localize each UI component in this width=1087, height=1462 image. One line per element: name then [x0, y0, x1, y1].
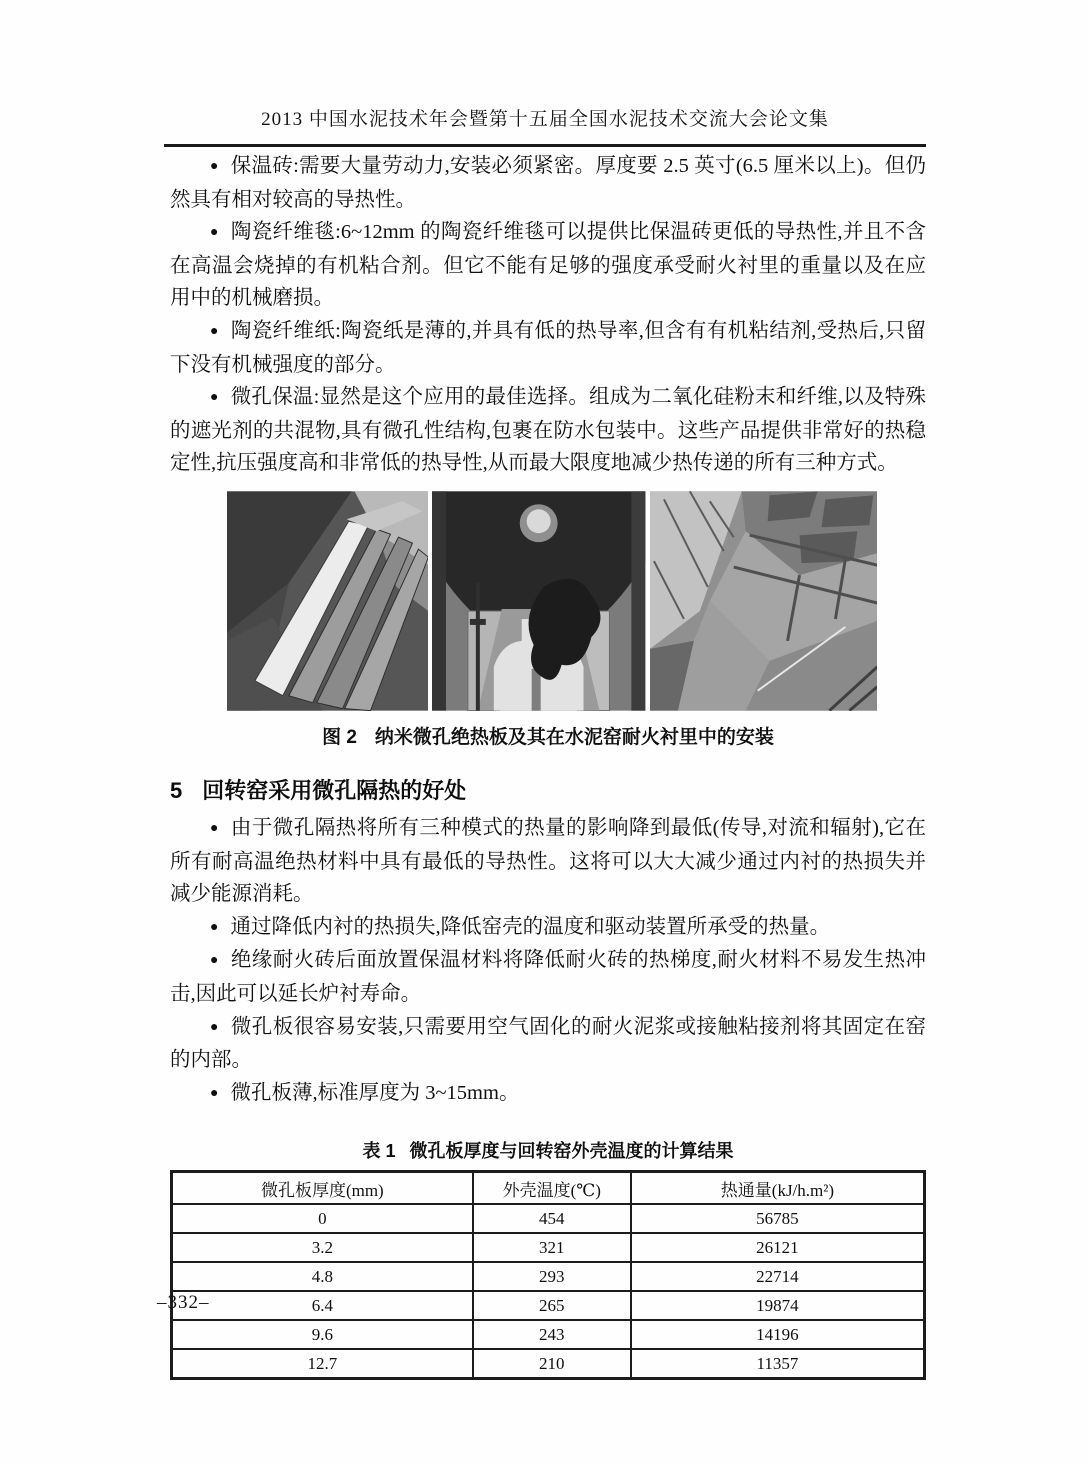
table-cell: 210: [473, 1349, 631, 1379]
paragraph-text: 陶瓷纤维毯:6~12mm 的陶瓷纤维毯可以提供比保温砖更低的导热性,并且不含在高温会烧掉的有机粘合剂。但它不能有足够的强度承受耐火衬里的重量以及在应用中的机械磨损。: [170, 221, 926, 310]
figure2-caption: [170, 722, 926, 749]
paragraph-text: 绝缘耐火砖后面放置保温材料将降低耐火砖的热梯度,耐火材料不易发生热冲击,因此可以延长炉衬寿命。: [170, 949, 926, 1005]
paragraph-bullet: [170, 1077, 926, 1111]
bullet-icon: ●: [210, 159, 219, 174]
page-content: [170, 150, 926, 1380]
table1-number: 表 1: [362, 1141, 396, 1162]
figure2-photo-kiln-interior: [432, 491, 645, 711]
table-row: [172, 1320, 925, 1349]
section5-title: 回转窑采用微孔隔热的好处: [202, 777, 467, 803]
figure2-photo-brick-lining: [650, 491, 877, 711]
paragraph-text: 保温砖:需要大量劳动力,安装必须紧密。厚度要 2.5 英寸(6.5 厘米以上)。但仍然具有相对较高的导热性。: [170, 155, 926, 211]
paragraph-text: 微孔板薄,标准厚度为 3~15mm。: [230, 1081, 520, 1104]
paragraph-bullet: [170, 944, 926, 1010]
table-cell: 26121: [631, 1233, 925, 1262]
bullet-icon: ●: [210, 1019, 219, 1035]
table-cell: 14196: [631, 1320, 925, 1349]
table-cell: 56785: [631, 1204, 925, 1233]
bullet-icon: ●: [210, 919, 219, 935]
bullet-icon: ●: [210, 1085, 219, 1101]
table-cell: 321: [473, 1233, 631, 1262]
paragraph-bullet: [170, 150, 926, 216]
running-header: [164, 104, 926, 147]
bullet-icon: ●: [210, 953, 219, 969]
paragraph-bullet: [170, 315, 926, 381]
table-header-cell: 微孔板厚度(mm): [172, 1172, 473, 1205]
figure2-photos: [227, 491, 877, 711]
page-number: –332–: [157, 1292, 210, 1313]
table-row: [172, 1291, 925, 1320]
bullet-icon: ●: [210, 820, 219, 836]
section5-number: 5: [170, 777, 183, 803]
table-cell: 6.4: [172, 1291, 473, 1320]
table-cell: 22714: [631, 1262, 925, 1291]
table1: [170, 1170, 926, 1380]
figure2-number: 图 2: [322, 726, 357, 748]
table-header-cell: 外壳温度(℃): [473, 1172, 631, 1205]
table-cell: 243: [473, 1320, 631, 1349]
table-cell: 265: [473, 1291, 631, 1320]
table1-title: [170, 1137, 926, 1163]
paragraph-text: 陶瓷纤维纸:陶瓷纸是薄的,并具有低的热导率,但含有有机粘结剂,受热后,只留下没有机械强度的部分。: [170, 319, 926, 376]
paragraph-text: 通过降低内衬的热损失,降低窑壳的温度和驱动装置所承受的热量。: [230, 915, 831, 938]
table-cell: 3.2: [172, 1233, 473, 1262]
paragraph-bullet: [170, 1011, 926, 1077]
section5-heading: [170, 774, 926, 805]
bullet-icon: ●: [210, 225, 219, 241]
table-cell: 19874: [631, 1291, 925, 1320]
paragraph-text: 微孔板很容易安装,只需要用空气固化的耐火泥浆或接触粘接剂将其固定在窑的内部。: [170, 1015, 926, 1072]
table-cell: 4.8: [172, 1262, 473, 1291]
table-cell: 454: [473, 1204, 631, 1233]
paragraph-bullet: [170, 812, 926, 911]
table-row: [172, 1204, 925, 1233]
table-cell: 9.6: [172, 1320, 473, 1349]
table-cell: 11357: [631, 1349, 925, 1379]
table-row: [172, 1233, 925, 1262]
table-header-row: [172, 1172, 925, 1205]
bullet-icon: ●: [210, 323, 219, 339]
table-cell: 293: [473, 1262, 631, 1291]
table-cell: 0: [172, 1204, 473, 1233]
table1-title-text: 微孔板厚度与回转窑外壳温度的计算结果: [409, 1141, 734, 1162]
table-row: [172, 1262, 925, 1291]
paragraph-bullet: [170, 216, 926, 315]
table-cell: 12.7: [172, 1349, 473, 1379]
paragraph-text: 微孔保温:显然是这个应用的最佳选择。组成为二氧化硅粉末和纤维,以及特殊的遮光剂的共混物,具有微孔性结构,包裹在防水包装中。这些产品提供非常好的热稳定性,抗压强度高和非常低的热导性,从而最大限度地减少热传递的所有三种方式。: [170, 386, 926, 475]
proceedings-title: 2013 中国水泥技术年会暨第十五届全国水泥技术交流大会论文集: [261, 109, 829, 130]
paragraph-text: 由于微孔隔热将所有三种模式的热量的影响降到最低(传导,对流和辐射),它在所有耐高温绝热材料中具有最低的导热性。这将可以大大减少通过内衬的热损失并减少能源消耗。: [170, 816, 926, 906]
table-row: [172, 1349, 925, 1379]
figure2-caption-text: 纳米微孔绝热板及其在水泥窑耐火衬里中的安装: [374, 726, 774, 748]
paragraph-bullet: [170, 911, 926, 945]
table-header-cell: 热通量(kJ/h.m²): [631, 1172, 925, 1205]
bullet-icon: ●: [210, 390, 219, 406]
paragraph-bullet: [170, 381, 926, 480]
figure2-photo-insulation-boards: [227, 491, 428, 711]
